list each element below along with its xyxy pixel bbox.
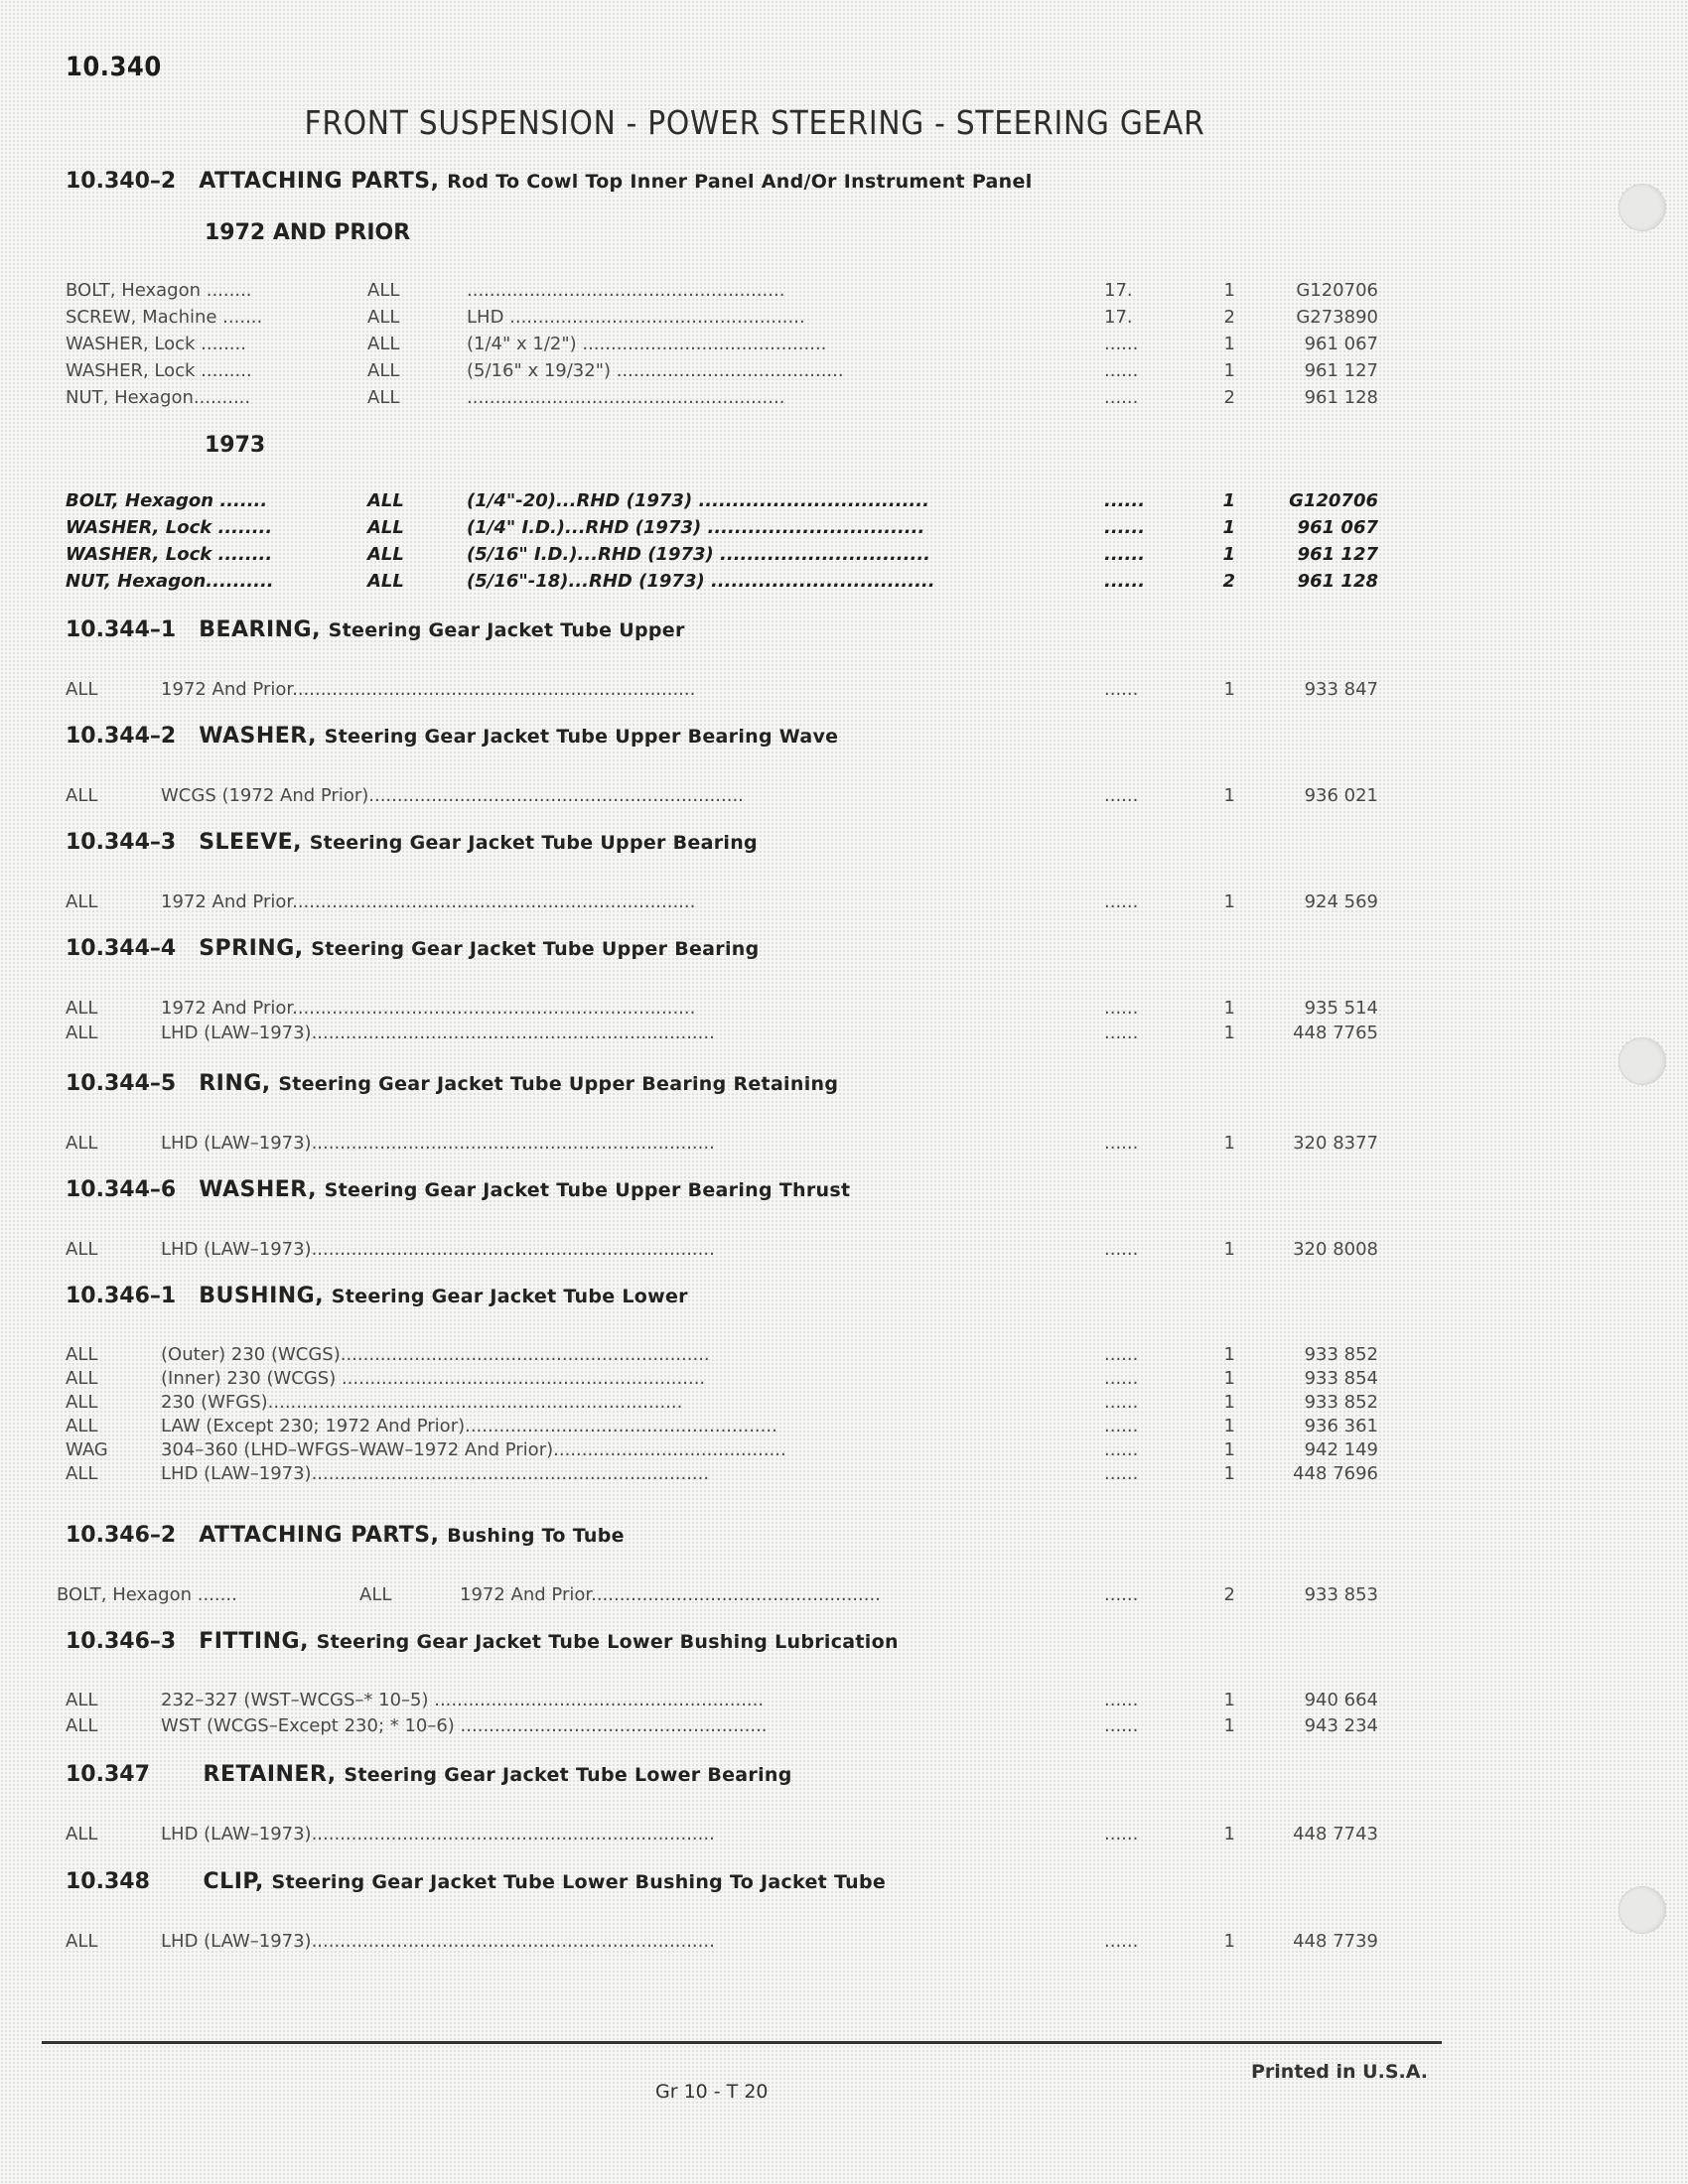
description: LHD (LAW–1973).......................................................................: [161, 1824, 715, 1844]
model: ALL: [66, 785, 98, 806]
model: ALL: [66, 998, 98, 1019]
section-heading: [66, 169, 1033, 205]
model: ALL: [367, 280, 400, 301]
description: LHD (LAW–1973).......................................................................: [161, 1239, 715, 1260]
quantity: 1: [1223, 1715, 1235, 1736]
section-title: WASHER,: [199, 724, 317, 749]
model: ALL: [367, 334, 400, 354]
description: (5/16" x 19/32") ........................................: [467, 360, 844, 381]
footer-divider: [42, 2041, 1442, 2044]
description: WCGS (1972 And Prior)..................................................................: [161, 785, 744, 806]
description: (Outer) 230 (WCGS).................................................................: [161, 1344, 710, 1365]
part-number: 961 127: [1304, 360, 1378, 381]
reference: ......: [1104, 1584, 1139, 1605]
section-number: 10.346–1: [66, 1284, 177, 1308]
description: LAW (Except 230; 1972 And Prior).......................................................: [161, 1416, 777, 1436]
model: WAG: [66, 1439, 108, 1460]
part-number: 320 8008: [1293, 1239, 1378, 1260]
description: 1972 And Prior...................................................: [460, 1584, 881, 1605]
section-title: ATTACHING PARTS,: [199, 1523, 440, 1548]
quantity: 1: [1223, 360, 1235, 381]
parts-row: [0, 1344, 1410, 1366]
footer-printed: Printed in U.S.A.: [1251, 2061, 1428, 2083]
reference: ......: [1104, 334, 1139, 354]
quantity: 1: [1223, 280, 1235, 301]
model: ALL: [66, 1463, 98, 1484]
model: ALL: [367, 307, 400, 328]
reference: ......: [1104, 1439, 1139, 1460]
parts-row: [0, 517, 1410, 539]
section-heading: [66, 1762, 792, 1798]
description: LHD (LAW–1973).......................................................................: [161, 1133, 715, 1154]
parts-row: [0, 1690, 1410, 1711]
reference: ......: [1104, 1824, 1139, 1844]
footer-page-ref: Gr 10 - T 20: [655, 2081, 769, 2103]
part-name: SCREW, Machine .......: [66, 307, 263, 328]
reference: ......: [1104, 1023, 1139, 1043]
part-number: 943 234: [1304, 1715, 1378, 1736]
section-title: WASHER,: [199, 1177, 317, 1202]
description: (1/4" I.D.)...RHD (1973) ................................: [467, 517, 925, 538]
parts-row: [0, 1368, 1410, 1390]
reference: ......: [1104, 1133, 1139, 1154]
part-number: 933 854: [1304, 1368, 1378, 1389]
parts-row: [0, 571, 1410, 593]
part-number: 961 067: [1297, 517, 1378, 538]
reference: ......: [1104, 1392, 1139, 1413]
reference: ......: [1104, 517, 1146, 538]
description: 1972 And Prior.......................................................................: [161, 998, 696, 1019]
quantity: 1: [1223, 1824, 1235, 1844]
parts-row: [0, 1463, 1410, 1485]
parts-row: [0, 1023, 1410, 1044]
model: ALL: [367, 490, 404, 511]
reference: ......: [1104, 1463, 1139, 1484]
parts-row: [0, 387, 1410, 409]
description: (5/16"-18)...RHD (1973) .................................: [467, 571, 935, 592]
section-description: Rod To Cowl Top Inner Panel And/Or Instrument Panel: [447, 171, 1033, 193]
quantity: 2: [1222, 571, 1235, 592]
description: 1972 And Prior.......................................................................: [161, 679, 696, 700]
quantity: 1: [1223, 1344, 1235, 1365]
model: ALL: [66, 1690, 98, 1710]
section-number: 10.344–6: [66, 1177, 177, 1202]
section-number: 10.340–2: [66, 169, 177, 194]
description: (Inner) 230 (WCGS) ................................................................: [161, 1368, 706, 1389]
quantity: 2: [1223, 387, 1235, 408]
binder-hole: [1618, 1886, 1666, 1934]
part-number: 933 847: [1304, 679, 1378, 700]
description: (5/16" I.D.)...RHD (1973) ...............................: [467, 544, 930, 565]
model: ALL: [367, 571, 404, 592]
model: ALL: [66, 891, 98, 912]
reference: ......: [1104, 571, 1146, 592]
parts-row: [0, 307, 1410, 329]
parts-row: [0, 544, 1410, 566]
quantity: 1: [1223, 1463, 1235, 1484]
quantity: 1: [1223, 1690, 1235, 1710]
subheading: 1973: [205, 433, 266, 458]
reference: 17.: [1104, 307, 1133, 328]
quantity: 2: [1223, 307, 1235, 328]
page-title: FRONT SUSPENSION - POWER STEERING - STEERING GEAR: [304, 103, 1205, 142]
quantity: 1: [1223, 1023, 1235, 1043]
parts-row: [0, 360, 1410, 382]
quantity: 1: [1223, 679, 1235, 700]
reference: ......: [1104, 1715, 1139, 1736]
section-heading: [66, 1284, 688, 1319]
parts-row: [0, 1392, 1410, 1414]
description: LHD (LAW–1973).......................................................................: [161, 1931, 715, 1952]
part-number: 933 852: [1304, 1392, 1378, 1413]
parts-row: [0, 1439, 1410, 1461]
section-heading: [66, 936, 760, 972]
quantity: 1: [1222, 517, 1235, 538]
description: 304–360 (LHD–WFGS–WAW–1972 And Prior).........................................: [161, 1439, 786, 1460]
description: 1972 And Prior.......................................................................: [161, 891, 696, 912]
section-heading: [66, 617, 685, 653]
part-number: 320 8377: [1293, 1133, 1378, 1154]
part-name: WASHER, Lock .........: [66, 360, 252, 381]
quantity: 1: [1223, 1439, 1235, 1460]
section-number: 10.348: [66, 1869, 150, 1894]
parts-row: [0, 1715, 1410, 1737]
section-heading: [66, 830, 758, 866]
description: (1/4" x 1/2") ...........................................: [467, 334, 827, 354]
part-name: WASHER, Lock ........: [66, 517, 273, 538]
reference: ......: [1104, 679, 1139, 700]
model: ALL: [367, 387, 400, 408]
part-number: G120706: [1289, 490, 1378, 511]
description: ........................................................: [467, 387, 785, 408]
quantity: 1: [1223, 998, 1235, 1019]
part-number: 961 128: [1297, 571, 1378, 592]
description: 230 (WFGS).........................................................................: [161, 1392, 683, 1413]
section-title: SPRING,: [199, 936, 304, 961]
section-number: 10.344–5: [66, 1071, 177, 1096]
section-number: 10.347: [66, 1762, 150, 1787]
reference: ......: [1104, 544, 1146, 565]
model: ALL: [66, 1133, 98, 1154]
part-name: BOLT, Hexagon .......: [66, 490, 268, 511]
quantity: 1: [1223, 1931, 1235, 1952]
description: LHD (LAW–1973)......................................................................: [161, 1463, 710, 1484]
description: 232–327 (WST–WCGS–* 10–5) ..........................................................: [161, 1690, 765, 1710]
reference: ......: [1104, 891, 1139, 912]
model: ALL: [66, 1368, 98, 1389]
part-name: NUT, Hexagon..........: [66, 387, 251, 408]
part-number: 933 853: [1304, 1584, 1378, 1605]
model: ALL: [367, 544, 404, 565]
section-number: 10.344–1: [66, 617, 177, 642]
section-description: Steering Gear Jacket Tube Upper Bearing: [309, 832, 758, 854]
parts-row: [0, 998, 1410, 1020]
section-heading: [66, 1629, 899, 1665]
section-description: Steering Gear Jacket Tube Upper Bearing Wave: [324, 726, 839, 748]
section-number: 10.346–2: [66, 1523, 177, 1548]
part-number: 448 7743: [1293, 1824, 1378, 1844]
parts-row: [0, 1584, 1410, 1606]
reference: ......: [1104, 1416, 1139, 1436]
section-description: Steering Gear Jacket Tube Lower Bushing To Jacket Tube: [271, 1871, 887, 1893]
model: ALL: [66, 1344, 98, 1365]
part-number: 961 067: [1304, 334, 1378, 354]
part-number: G120706: [1296, 280, 1378, 301]
part-number: 448 7739: [1293, 1931, 1378, 1952]
model: ALL: [66, 1239, 98, 1260]
section-description: Steering Gear Jacket Tube Lower Bearing: [344, 1764, 792, 1786]
parts-row: [0, 1931, 1410, 1953]
reference: 17.: [1104, 280, 1133, 301]
parts-row: [0, 785, 1410, 807]
part-name: NUT, Hexagon..........: [66, 571, 274, 592]
quantity: 1: [1223, 1392, 1235, 1413]
section-description: Steering Gear Jacket Tube Lower: [331, 1286, 688, 1307]
reference: ......: [1104, 1239, 1139, 1260]
section-description: Steering Gear Jacket Tube Upper Bearing Thrust: [324, 1179, 851, 1201]
description: LHD (LAW–1973).......................................................................: [161, 1023, 715, 1043]
reference: ......: [1104, 360, 1139, 381]
model: ALL: [66, 1824, 98, 1844]
part-number: 942 149: [1304, 1439, 1378, 1460]
section-title: RING,: [199, 1071, 271, 1096]
quantity: 2: [1223, 1584, 1235, 1605]
quantity: 1: [1223, 785, 1235, 806]
section-description: Steering Gear Jacket Tube Upper: [328, 619, 685, 641]
description: WST (WCGS–Except 230; * 10–6) ......................................................: [161, 1715, 768, 1736]
part-number: 924 569: [1304, 891, 1378, 912]
model: ALL: [66, 679, 98, 700]
part-number: 961 128: [1304, 387, 1378, 408]
quantity: 1: [1223, 1133, 1235, 1154]
part-number: 448 7765: [1293, 1023, 1378, 1043]
section-title: RETAINER,: [203, 1762, 337, 1787]
parts-row: [0, 1133, 1410, 1155]
part-number: 936 021: [1304, 785, 1378, 806]
section-heading: [66, 1523, 625, 1559]
section-description: Steering Gear Jacket Tube Upper Bearing: [311, 938, 760, 960]
quantity: 1: [1222, 544, 1235, 565]
section-title: SLEEVE,: [199, 830, 303, 855]
quantity: 1: [1223, 334, 1235, 354]
quantity: 1: [1223, 891, 1235, 912]
parts-row: [0, 334, 1410, 355]
section-description: Steering Gear Jacket Tube Lower Bushing Lubrication: [316, 1631, 899, 1653]
part-name: BOLT, Hexagon .......: [57, 1584, 237, 1605]
quantity: 1: [1223, 1368, 1235, 1389]
quantity: 1: [1223, 1416, 1235, 1436]
section-description: Steering Gear Jacket Tube Upper Bearing Retaining: [278, 1073, 839, 1095]
section-heading: [66, 1071, 838, 1107]
part-number: 935 514: [1304, 998, 1378, 1019]
section-description: Bushing To Tube: [447, 1525, 625, 1547]
reference: ......: [1104, 1344, 1139, 1365]
part-number: 936 361: [1304, 1416, 1378, 1436]
model: ALL: [66, 1715, 98, 1736]
part-number: G273890: [1296, 307, 1378, 328]
section-number: 10.344–4: [66, 936, 177, 961]
parts-row: [0, 490, 1410, 512]
part-name: WASHER, Lock ........: [66, 334, 246, 354]
reference: ......: [1104, 490, 1146, 511]
model: ALL: [367, 517, 404, 538]
reference: ......: [1104, 1931, 1139, 1952]
part-name: BOLT, Hexagon ........: [66, 280, 252, 301]
model: ALL: [367, 360, 400, 381]
section-title: CLIP,: [203, 1869, 264, 1894]
model: ALL: [359, 1584, 392, 1605]
page-number: 10.340: [66, 52, 162, 82]
description: ........................................................: [467, 280, 785, 301]
part-number: 933 852: [1304, 1344, 1378, 1365]
section-heading: [66, 1869, 886, 1905]
parts-row: [0, 280, 1410, 302]
parts-row: [0, 679, 1410, 701]
model: ALL: [66, 1416, 98, 1436]
model: ALL: [66, 1931, 98, 1952]
section-title: BUSHING,: [199, 1284, 325, 1308]
reference: ......: [1104, 1368, 1139, 1389]
section-number: 10.344–3: [66, 830, 177, 855]
reference: ......: [1104, 1690, 1139, 1710]
quantity: 1: [1222, 490, 1235, 511]
model: ALL: [66, 1023, 98, 1043]
reference: ......: [1104, 785, 1139, 806]
section-number: 10.346–3: [66, 1629, 177, 1654]
part-number: 448 7696: [1293, 1463, 1378, 1484]
section-heading: [66, 1177, 850, 1213]
description: (1/4"-20)...RHD (1973) ..................................: [467, 490, 929, 511]
section-title: ATTACHING PARTS,: [199, 169, 440, 194]
section-title: FITTING,: [199, 1629, 309, 1654]
part-number: 961 127: [1297, 544, 1378, 565]
parts-row: [0, 891, 1410, 913]
reference: ......: [1104, 387, 1139, 408]
binder-hole: [1618, 1037, 1666, 1085]
part-name: WASHER, Lock ........: [66, 544, 273, 565]
subheading: 1972 AND PRIOR: [205, 220, 411, 245]
section-title: BEARING,: [199, 617, 321, 642]
parts-row: [0, 1239, 1410, 1261]
parts-row: [0, 1824, 1410, 1845]
reference: ......: [1104, 998, 1139, 1019]
description: LHD ....................................................: [467, 307, 805, 328]
section-heading: [66, 724, 838, 759]
section-number: 10.344–2: [66, 724, 177, 749]
model: ALL: [66, 1392, 98, 1413]
quantity: 1: [1223, 1239, 1235, 1260]
parts-row: [0, 1416, 1410, 1437]
binder-hole: [1618, 184, 1666, 231]
part-number: 940 664: [1304, 1690, 1378, 1710]
